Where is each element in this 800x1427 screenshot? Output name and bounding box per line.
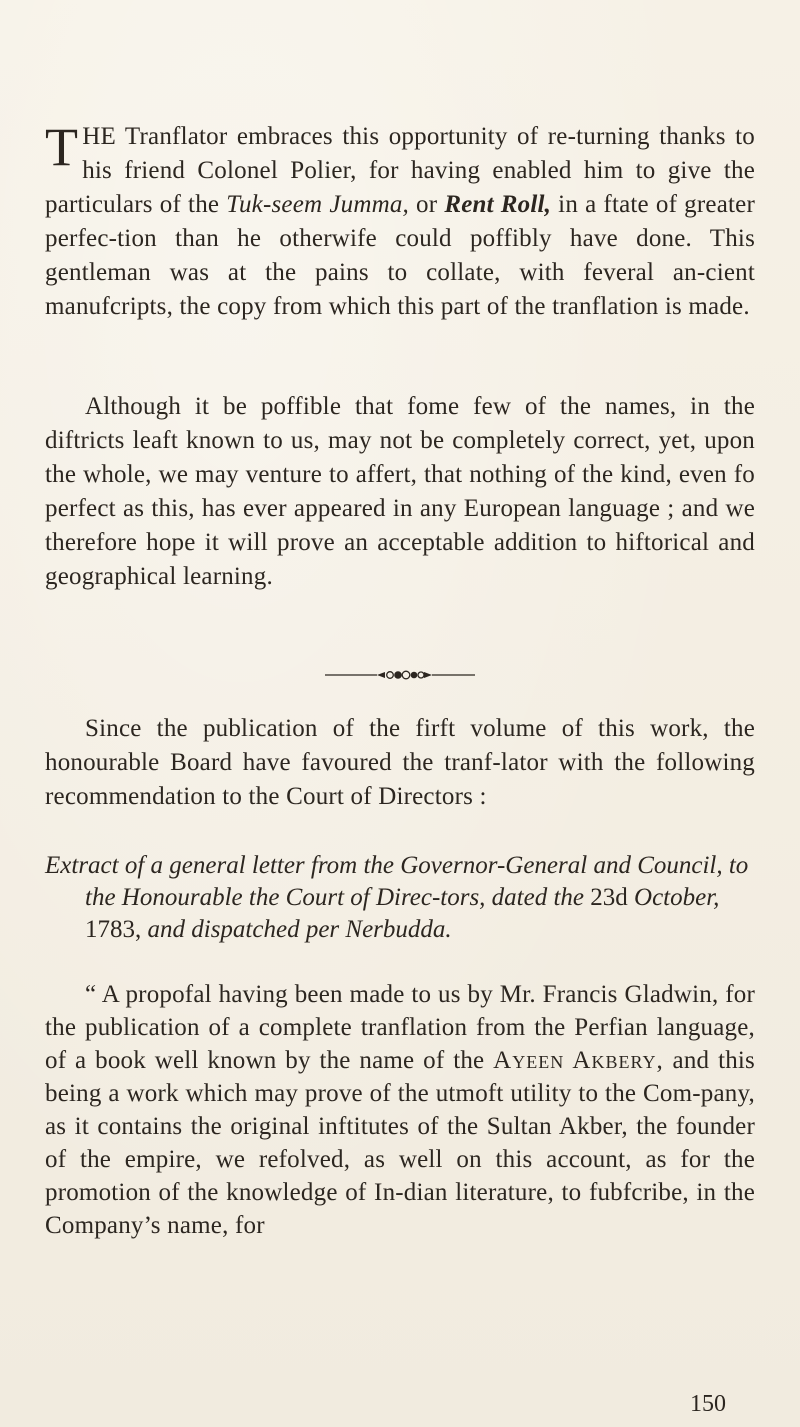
paragraph-board-recommendation: Since the publication of the firft volume of this work, the honourable Board have favoured the tranf-lator with the following recommendation to the Court of Directors : [45,715,755,810]
extract-text-1: Extract of a general letter from the Governor-General and Council, to the Honourable the Court of Direc-tors, dated the [45,852,749,911]
paragraph1-bold-italic-title: Rent Roll, [444,191,552,218]
catchword: 150 [690,1391,726,1417]
paragraph-names-accuracy: Although it be poffible that fome few of the names, in the diftricts leaft known to us, may not be completely correct, yet, upon the whole, we may venture to affert, that nothing of the kind, even fo perfect as this, has ever appeared in any European language ; and we therefore hope it will prove an acceptable addition to hiftorical and geographical learning. [45,393,755,590]
paragraph4-text-1: “ A propofal having been made to us by Mr. Francis Gladwin, for the publication of a complete tranflation from the Perfian language, of a book well known by the name of the [45,981,755,1074]
drop-cap: T [45,117,79,177]
paragraph1-italic-title: Tuk-seem Jumma, [226,191,409,218]
paragraph1-text-2: or [408,191,445,218]
ornament-icon [325,668,475,682]
extract-date: 23d [590,884,628,911]
paragraph1-text-1: HE Tranflator embraces this opportunity of re-turning thanks to his friend Colonel Polier, for having enabled him to give the particulars of the [45,123,755,218]
ornamental-divider [0,665,800,685]
paragraph4-text-2: and this being a work which may prove of the utmoft utility to the Com-pany, as it contains the original inftitutes of the Sultan Akber, the founder of the empire, we refolved, as well on this account, as for the promotion of the knowledge of In-dian literature, to fubfcribe, in the Company’s name, for [45,1047,755,1239]
paragraph-translator-thanks [45,117,755,324]
extract-year: 1783, [85,916,142,943]
extract-heading [45,850,755,946]
paragraph1-text-3: in a ftate of greater perfec-tion than he otherwife could poffibly have done. This gentleman was at the pains to collate, with feveral an-cient manufcripts, the copy from which this part of the tranflation is made. [45,191,755,320]
extract-text-3: and dispatched per Nerbudda. [141,916,452,943]
paragraph-letter-quote [45,978,755,1242]
extract-text-2: October, [627,884,720,911]
book-title-smallcaps: Ayeen Akbery, [493,1047,664,1074]
